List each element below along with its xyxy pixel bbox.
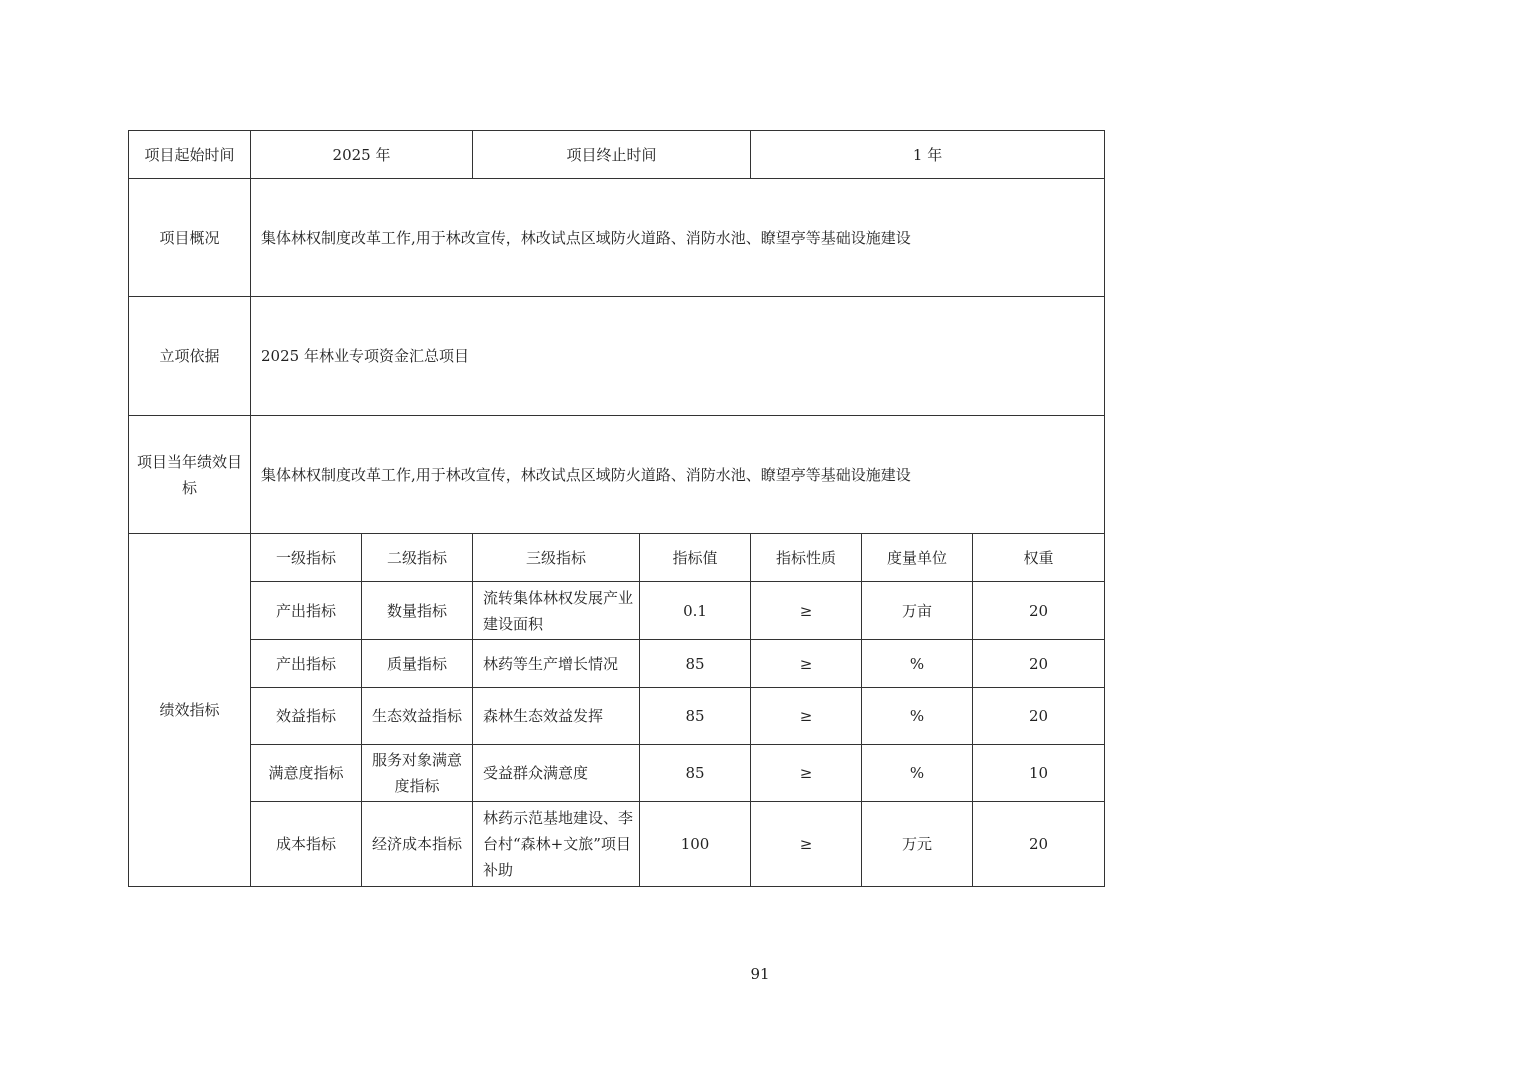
- overview-value: 集体林权制度改革工作,用于林改宣传，林改试点区域防火道路、消防水池、瞭望亭等基础设施建设: [251, 179, 1105, 297]
- goal-row: [129, 416, 1105, 534]
- indicator-value: 0.1: [640, 582, 751, 640]
- indicator-level3: 林药等生产增长情况: [473, 640, 640, 688]
- indicator-level1: 产出指标: [251, 640, 362, 688]
- indicator-unit: %: [862, 640, 973, 688]
- indicator-weight: 20: [973, 688, 1105, 745]
- goal-label: 项目当年绩效目标: [129, 416, 251, 534]
- indicator-nature: ≥: [751, 688, 862, 745]
- start-time-value: 2025 年: [251, 131, 473, 179]
- start-time-label: 项目起始时间: [129, 131, 251, 179]
- indicator-level1: 产出指标: [251, 582, 362, 640]
- indicator-row: [129, 640, 1105, 688]
- indicator-nature: ≥: [751, 802, 862, 887]
- indicator-row: [129, 802, 1105, 887]
- indicator-weight: 10: [973, 745, 1105, 802]
- basis-label: 立项依据: [129, 297, 251, 416]
- indicator-level2: 服务对象满意度指标: [362, 745, 473, 802]
- indicator-header-row: [129, 534, 1105, 582]
- indicator-nature: ≥: [751, 582, 862, 640]
- indicator-level2: 生态效益指标: [362, 688, 473, 745]
- performance-table: [128, 130, 1105, 887]
- indicator-level2: 经济成本指标: [362, 802, 473, 887]
- basis-row: [129, 297, 1105, 416]
- indicator-unit: 万元: [862, 802, 973, 887]
- indicator-unit: %: [862, 688, 973, 745]
- goal-value: 集体林权制度改革工作,用于林改宣传，林改试点区域防火道路、消防水池、瞭望亭等基础设施建设: [251, 416, 1105, 534]
- header-nature: 指标性质: [751, 534, 862, 582]
- indicator-value: 85: [640, 640, 751, 688]
- header-level1: 一级指标: [251, 534, 362, 582]
- basis-value: 2025 年林业专项资金汇总项目: [251, 297, 1105, 416]
- indicator-nature: ≥: [751, 745, 862, 802]
- header-weight: 权重: [973, 534, 1105, 582]
- page-number: 91: [750, 965, 770, 983]
- indicator-unit: 万亩: [862, 582, 973, 640]
- indicator-value: 85: [640, 688, 751, 745]
- header-unit: 度量单位: [862, 534, 973, 582]
- indicator-row: [129, 582, 1105, 640]
- overview-row: [129, 179, 1105, 297]
- indicator-level2: 数量指标: [362, 582, 473, 640]
- indicators-section-label: 绩效指标: [129, 534, 251, 887]
- indicator-level1: 满意度指标: [251, 745, 362, 802]
- indicator-level3: 林药示范基地建设、李台村“森林+文旅”项目补助: [473, 802, 640, 887]
- indicator-row: [129, 688, 1105, 745]
- indicator-level2: 质量指标: [362, 640, 473, 688]
- indicator-level3: 森林生态效益发挥: [473, 688, 640, 745]
- indicator-weight: 20: [973, 582, 1105, 640]
- indicator-weight: 20: [973, 802, 1105, 887]
- indicator-nature: ≥: [751, 640, 862, 688]
- header-level2: 二级指标: [362, 534, 473, 582]
- indicator-unit: %: [862, 745, 973, 802]
- header-level3: 三级指标: [473, 534, 640, 582]
- indicator-value: 100: [640, 802, 751, 887]
- indicator-level3: 受益群众满意度: [473, 745, 640, 802]
- indicator-value: 85: [640, 745, 751, 802]
- indicator-level3: 流转集体林权发展产业建设面积: [473, 582, 640, 640]
- indicator-weight: 20: [973, 640, 1105, 688]
- overview-label: 项目概况: [129, 179, 251, 297]
- indicator-row: [129, 745, 1105, 802]
- indicator-level1: 效益指标: [251, 688, 362, 745]
- time-row: [129, 131, 1105, 179]
- header-value: 指标值: [640, 534, 751, 582]
- end-time-value: 1 年: [751, 131, 1105, 179]
- indicator-level1: 成本指标: [251, 802, 362, 887]
- end-time-label: 项目终止时间: [473, 131, 751, 179]
